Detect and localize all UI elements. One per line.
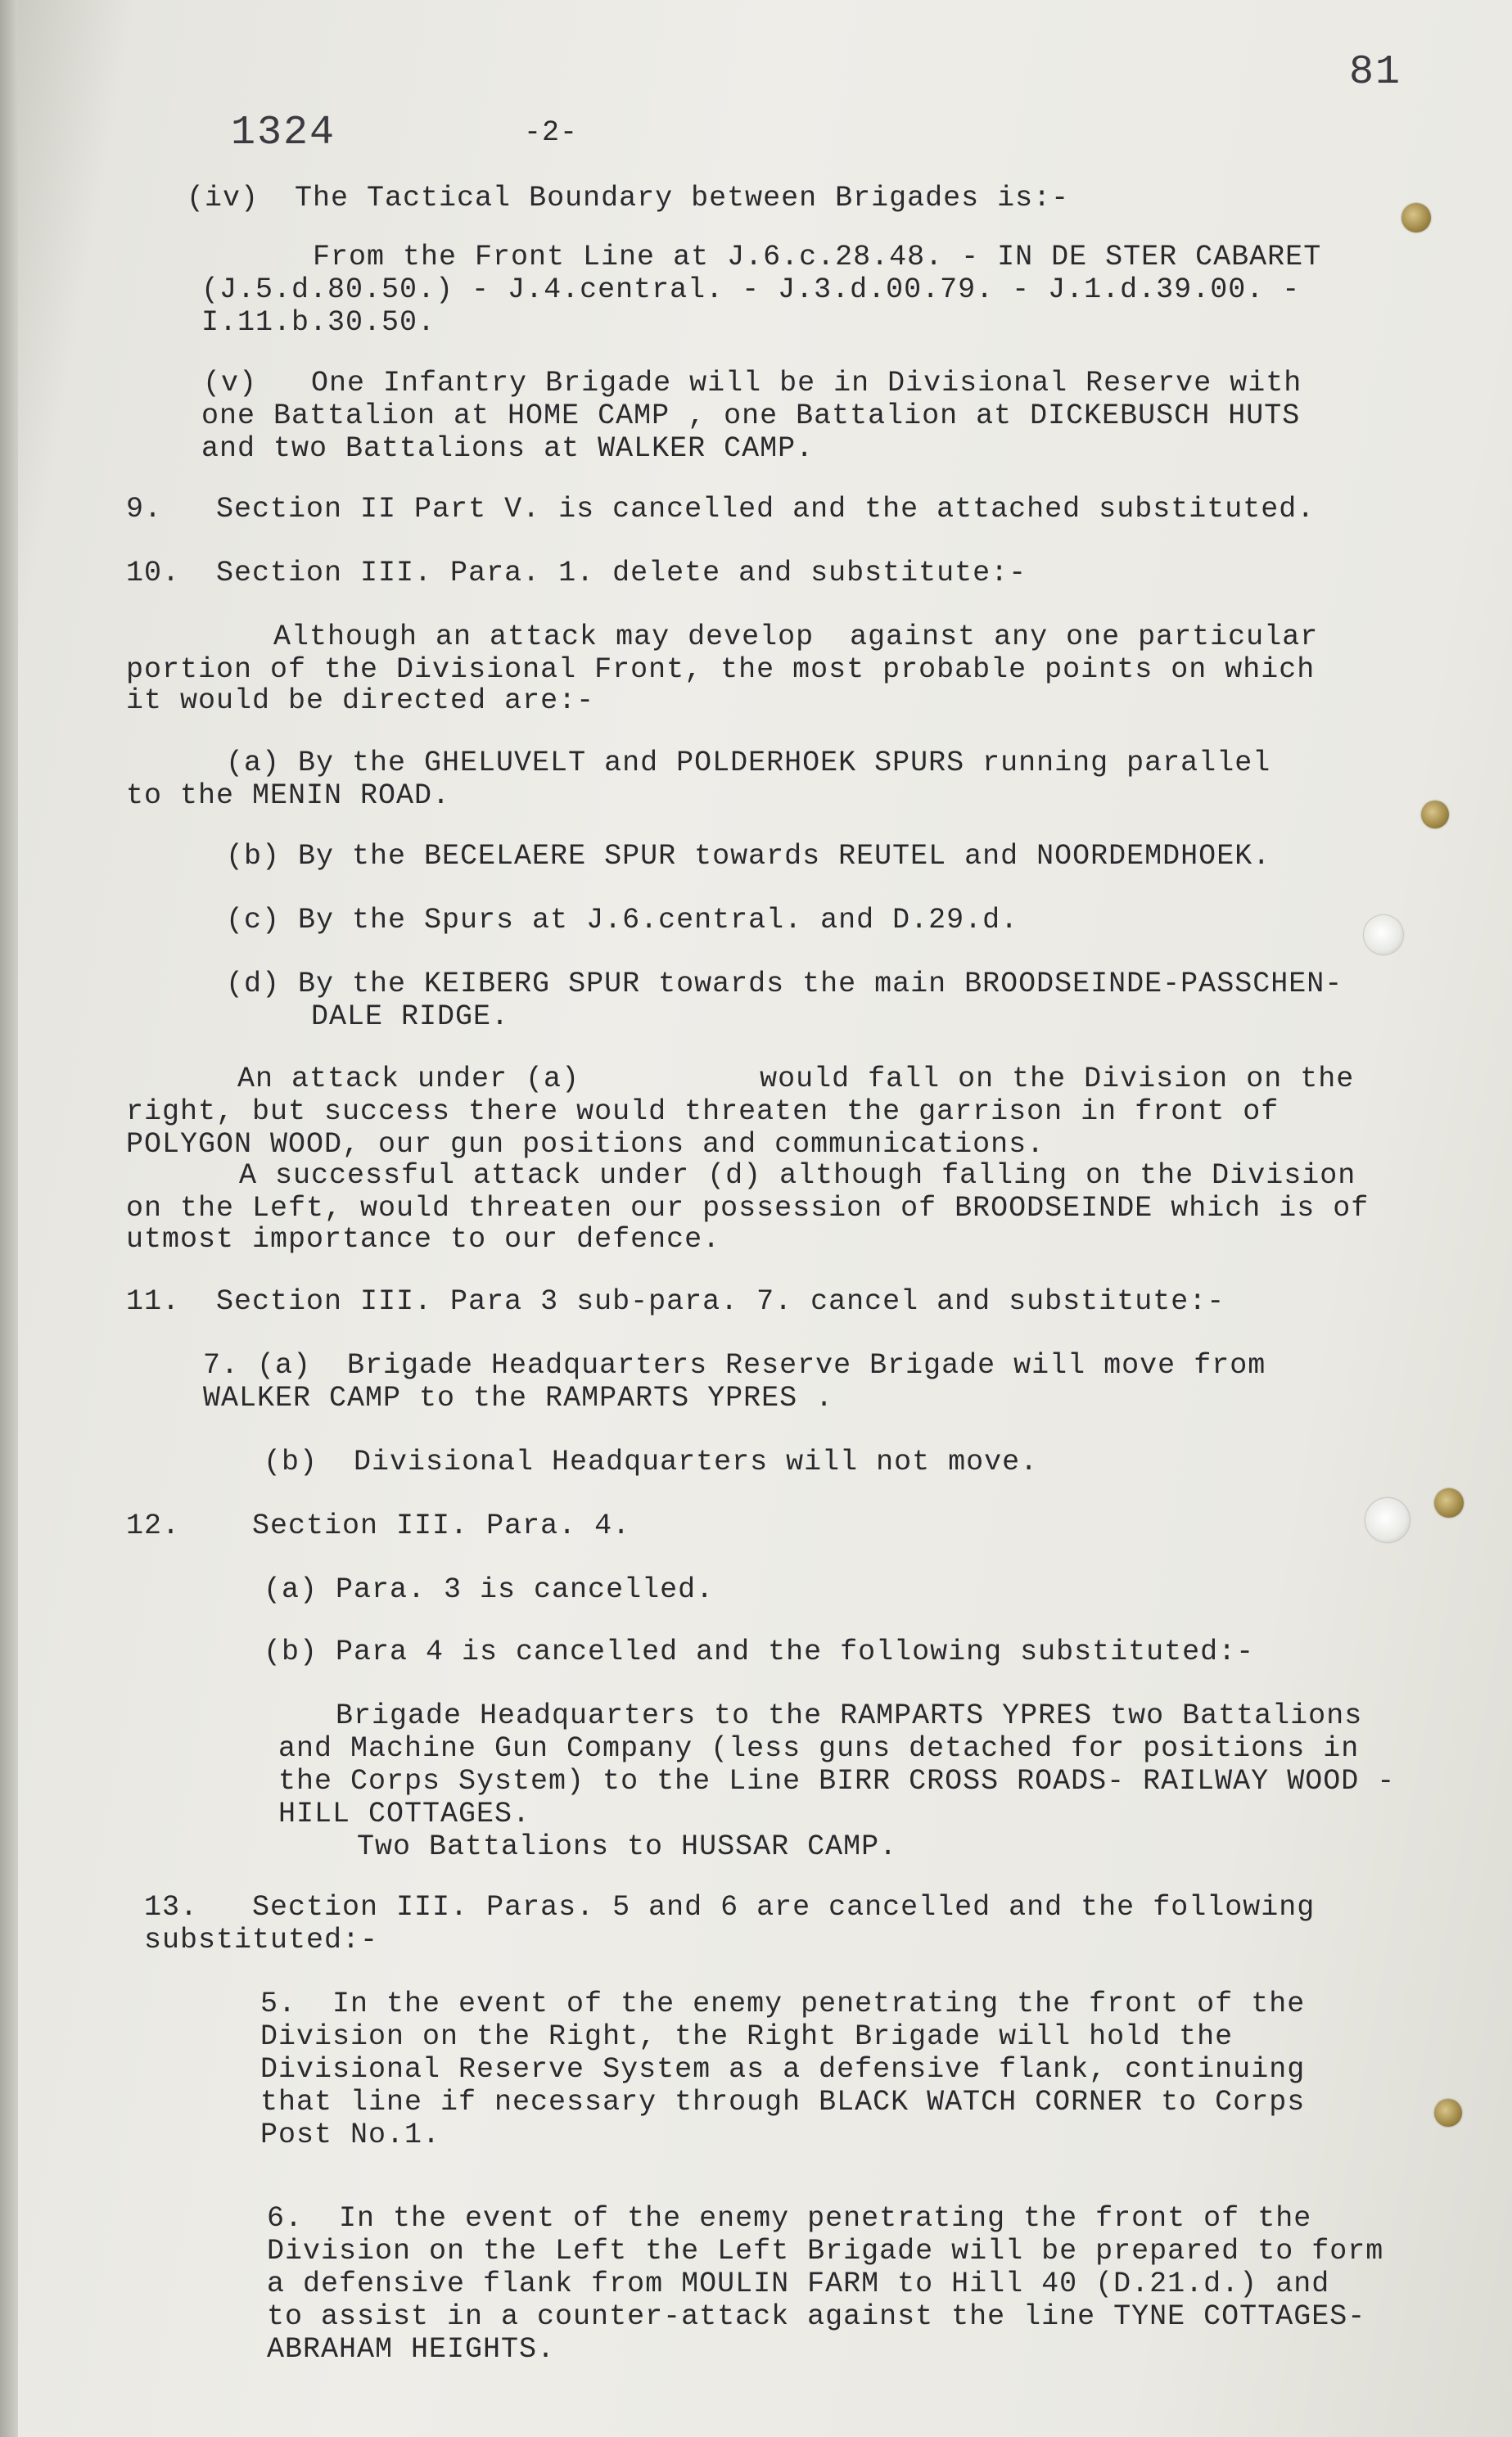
text-line: portion of the Divisional Front, the most probable points on which: [126, 653, 1316, 686]
text-line: right, but success there would threaten the garrison in front of: [126, 1095, 1280, 1128]
page-number: 81: [1349, 49, 1402, 96]
text-line: A successful attack under (d) although falling on the Division: [239, 1159, 1356, 1192]
text-line: POLYGON WOOD, our gun positions and communications.: [126, 1128, 1045, 1161]
punch-hole: [1364, 915, 1403, 954]
text-line: Brigade Headquarters to the RAMPARTS YPRES two Battalions: [336, 1699, 1363, 1732]
text-line: (c) By the Spurs at J.6.central. and D.29.d.: [226, 904, 1019, 936]
text-line: (a) By the GHELUVELT and POLDERHOEK SPURS running parallel: [226, 747, 1271, 779]
text-line: one Battalion at HOME CAMP , one Battalion at DICKEBUSCH HUTS: [201, 399, 1301, 432]
text-line: (b) Divisional Headquarters will not move.: [264, 1446, 1039, 1478]
text-line: 13. Section III. Paras. 5 and 6 are cancelled and the following: [144, 1891, 1316, 1924]
text-line: and Machine Gun Company (less guns detached for positions in: [278, 1732, 1360, 1765]
text-line: (b) Para 4 is cancelled and the following substituted:-: [264, 1636, 1255, 1668]
punch-hole: [1365, 1498, 1410, 1542]
text-line: a defensive flank from MOULIN FARM to Hill 40 (D.21.d.) and: [267, 2268, 1330, 2300]
text-line: on the Left, would threaten our possession of BROODSEINDE which is of: [126, 1192, 1370, 1225]
punch-hole: [1434, 1488, 1464, 1518]
text-line: (v) One Infantry Brigade will be in Divisional Reserve with: [203, 367, 1302, 399]
text-line: 5. In the event of the enemy penetrating the front of the: [260, 1988, 1306, 2020]
text-line: to assist in a counter-attack against the line TYNE COTTAGES-: [267, 2300, 1366, 2333]
text-line: it would be directed are:-: [126, 684, 595, 717]
text-line: 11. Section III. Para 3 sub-para. 7. cancel and substitute:-: [126, 1285, 1225, 1318]
text-line: Divisional Reserve System as a defensive flank, continuing: [260, 2053, 1306, 2086]
text-line: 12. Section III. Para. 4.: [126, 1510, 631, 1542]
text-line: Two Battalions to HUSSAR CAMP.: [357, 1830, 898, 1863]
text-line: (J.5.d.80.50.) - J.4.central. - J.3.d.00.79. - J.1.d.39.00. -: [201, 273, 1301, 306]
sheet-number: -2-: [524, 116, 579, 149]
punch-hole: [1434, 2099, 1462, 2127]
text-line: (d) By the KEIBERG SPUR towards the main BROODSEINDE-PASSCHEN-: [226, 968, 1343, 1000]
text-line: DALE RIDGE.: [311, 1000, 510, 1033]
text-line: that line if necessary through BLACK WATCH CORNER to Corps: [260, 2086, 1306, 2119]
text-line: (iv) The Tactical Boundary between Brigades is:-: [187, 182, 1070, 214]
text-line: HILL COTTAGES.: [278, 1798, 531, 1830]
text-line: and two Battalions at WALKER CAMP.: [201, 432, 815, 465]
text-line: to the MENIN ROAD.: [126, 779, 451, 812]
file-number: 1324: [231, 110, 336, 156]
text-line: ABRAHAM HEIGHTS.: [267, 2333, 556, 2366]
text-line: 10. Section III. Para. 1. delete and substitute:-: [126, 557, 1027, 589]
punch-hole: [1401, 203, 1431, 232]
text-line: Division on the Left the Left Brigade will be prepared to form: [267, 2235, 1384, 2268]
text-line: utmost importance to our defence.: [126, 1223, 721, 1256]
text-line: From the Front Line at J.6.c.28.48. - IN DE STER CABARET: [313, 241, 1322, 273]
text-line: WALKER CAMP to the RAMPARTS YPRES .: [203, 1382, 834, 1415]
text-line: (a) Para. 3 is cancelled.: [264, 1573, 715, 1606]
page-edge-shadow: [0, 0, 18, 2437]
text-line: I.11.b.30.50.: [201, 306, 436, 339]
text-line: 6. In the event of the enemy penetrating the front of the: [267, 2202, 1312, 2235]
text-line: Division on the Right, the Right Brigade will hold the: [260, 2020, 1234, 2053]
text-line: 9. Section II Part V. is cancelled and the attached substituted.: [126, 493, 1316, 526]
text-line: Although an attack may develop against any one particular: [273, 621, 1319, 653]
text-line: substituted:-: [144, 1924, 379, 1956]
text-line: Post No.1.: [260, 2119, 441, 2151]
text-line: An attack under (a) would fall on the Division on the: [237, 1063, 1355, 1095]
text-line: (b) By the BECELAERE SPUR towards REUTEL and NOORDEMDHOEK.: [226, 840, 1271, 873]
text-line: 7. (a) Brigade Headquarters Reserve Brigade will move from: [203, 1349, 1266, 1382]
text-line: the Corps System) to the Line BIRR CROSS ROADS- RAILWAY WOOD -: [278, 1765, 1396, 1798]
punch-hole: [1421, 801, 1449, 828]
